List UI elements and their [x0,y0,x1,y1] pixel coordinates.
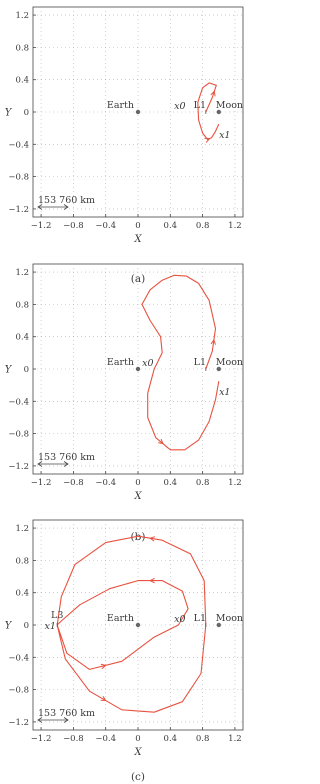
panel-caption: (b) [130,531,146,543]
y-tick-label: 0.8 [15,556,29,567]
y-tick-label: 0 [23,108,29,118]
x-axis-label: X [134,491,142,502]
earth-label: Earth [106,613,134,624]
earth-marker [136,110,140,114]
point-label-x0: x0 [142,358,154,369]
y-tick-label: 1.2 [15,11,29,22]
x-tick-label: −1.2 [30,734,52,744]
chart-panel-2 [5,264,243,543]
y-tick-label: −0.4 [8,397,29,408]
y-tick-label: 0.8 [15,300,29,311]
panel-caption: (a) [130,273,146,285]
y-tick-label: 0.4 [15,332,29,343]
y-tick-label: −1.2 [8,204,29,215]
x-tick-label: −1.2 [30,221,52,231]
point-label-x0: x0 [174,614,186,625]
point-label-l1: L1 [193,357,207,368]
y-tick-label: −1.2 [8,461,29,472]
x-tick-label: 1.2 [228,478,242,488]
y-tick-label: 0 [23,365,29,375]
point-label-l3: L3 [51,610,64,621]
x-tick-label: 0.4 [163,221,178,231]
x-tick-label: 0.8 [195,478,210,488]
y-tick-label: −0.8 [8,429,29,440]
y-tick-label: 1.2 [15,268,29,279]
y-tick-label: 0.4 [15,75,29,86]
x-tick-label: 0.8 [195,221,210,231]
x-tick-label: −0.4 [95,221,117,231]
chart-panel-1 [5,7,243,285]
x-tick-label: −0.4 [95,478,117,488]
point-label-l1: L1 [193,613,207,624]
y-tick-label: 1.2 [15,524,29,535]
chart-panel-3 [5,520,243,783]
x-tick-label: 0 [135,221,141,231]
panel-caption: (c) [130,771,146,783]
moon-label: Moon [215,357,244,368]
x-tick-label: −0.4 [95,734,117,744]
moon-label: Moon [215,100,244,111]
x-tick-label: 0 [135,478,141,488]
earth-marker [136,623,140,627]
x-tick-label: −0.8 [63,478,84,488]
x-tick-label: −1.2 [30,478,52,488]
point-label-x1: x1 [44,621,56,632]
x-tick-label: 0 [135,734,141,744]
y-axis-label: Y [4,364,12,376]
y-tick-label: −0.4 [8,653,29,664]
scale-bar-label: 153 760 km [38,452,96,463]
point-label-l1: L1 [193,100,207,111]
x-axis-label: X [134,747,142,758]
y-tick-label: 0 [23,621,29,631]
earth-marker [136,367,140,371]
y-tick-label: 0.8 [15,43,29,54]
moon-label: Moon [215,613,244,624]
earth-label: Earth [106,357,134,368]
x-tick-label: 1.2 [228,734,242,744]
scale-bar-label: 153 760 km [38,708,96,719]
x-tick-label: 1.2 [228,221,242,231]
direction-arrow [205,138,210,142]
y-axis-label: Y [4,620,12,632]
x-tick-label: 0.4 [163,478,178,488]
x-axis-label: X [134,234,142,245]
y-axis-label: Y [4,107,12,119]
y-tick-label: −0.8 [8,172,29,183]
earth-label: Earth [106,100,134,111]
x-tick-label: 0.4 [163,734,178,744]
trajectory-line [198,83,219,140]
x-tick-label: 0.8 [195,734,210,744]
y-tick-label: 0.4 [15,588,29,599]
point-label-x1: x1 [219,130,231,142]
y-tick-label: −0.4 [8,140,29,151]
y-tick-label: −1.2 [8,717,29,728]
scale-bar-label: 153 760 km [38,195,96,206]
point-label-x1: x1 [219,387,231,399]
x-tick-label: −0.8 [63,221,84,231]
y-tick-label: −0.8 [8,685,29,696]
x-tick-label: −0.8 [63,734,84,744]
point-label-x0: x0 [174,101,186,112]
